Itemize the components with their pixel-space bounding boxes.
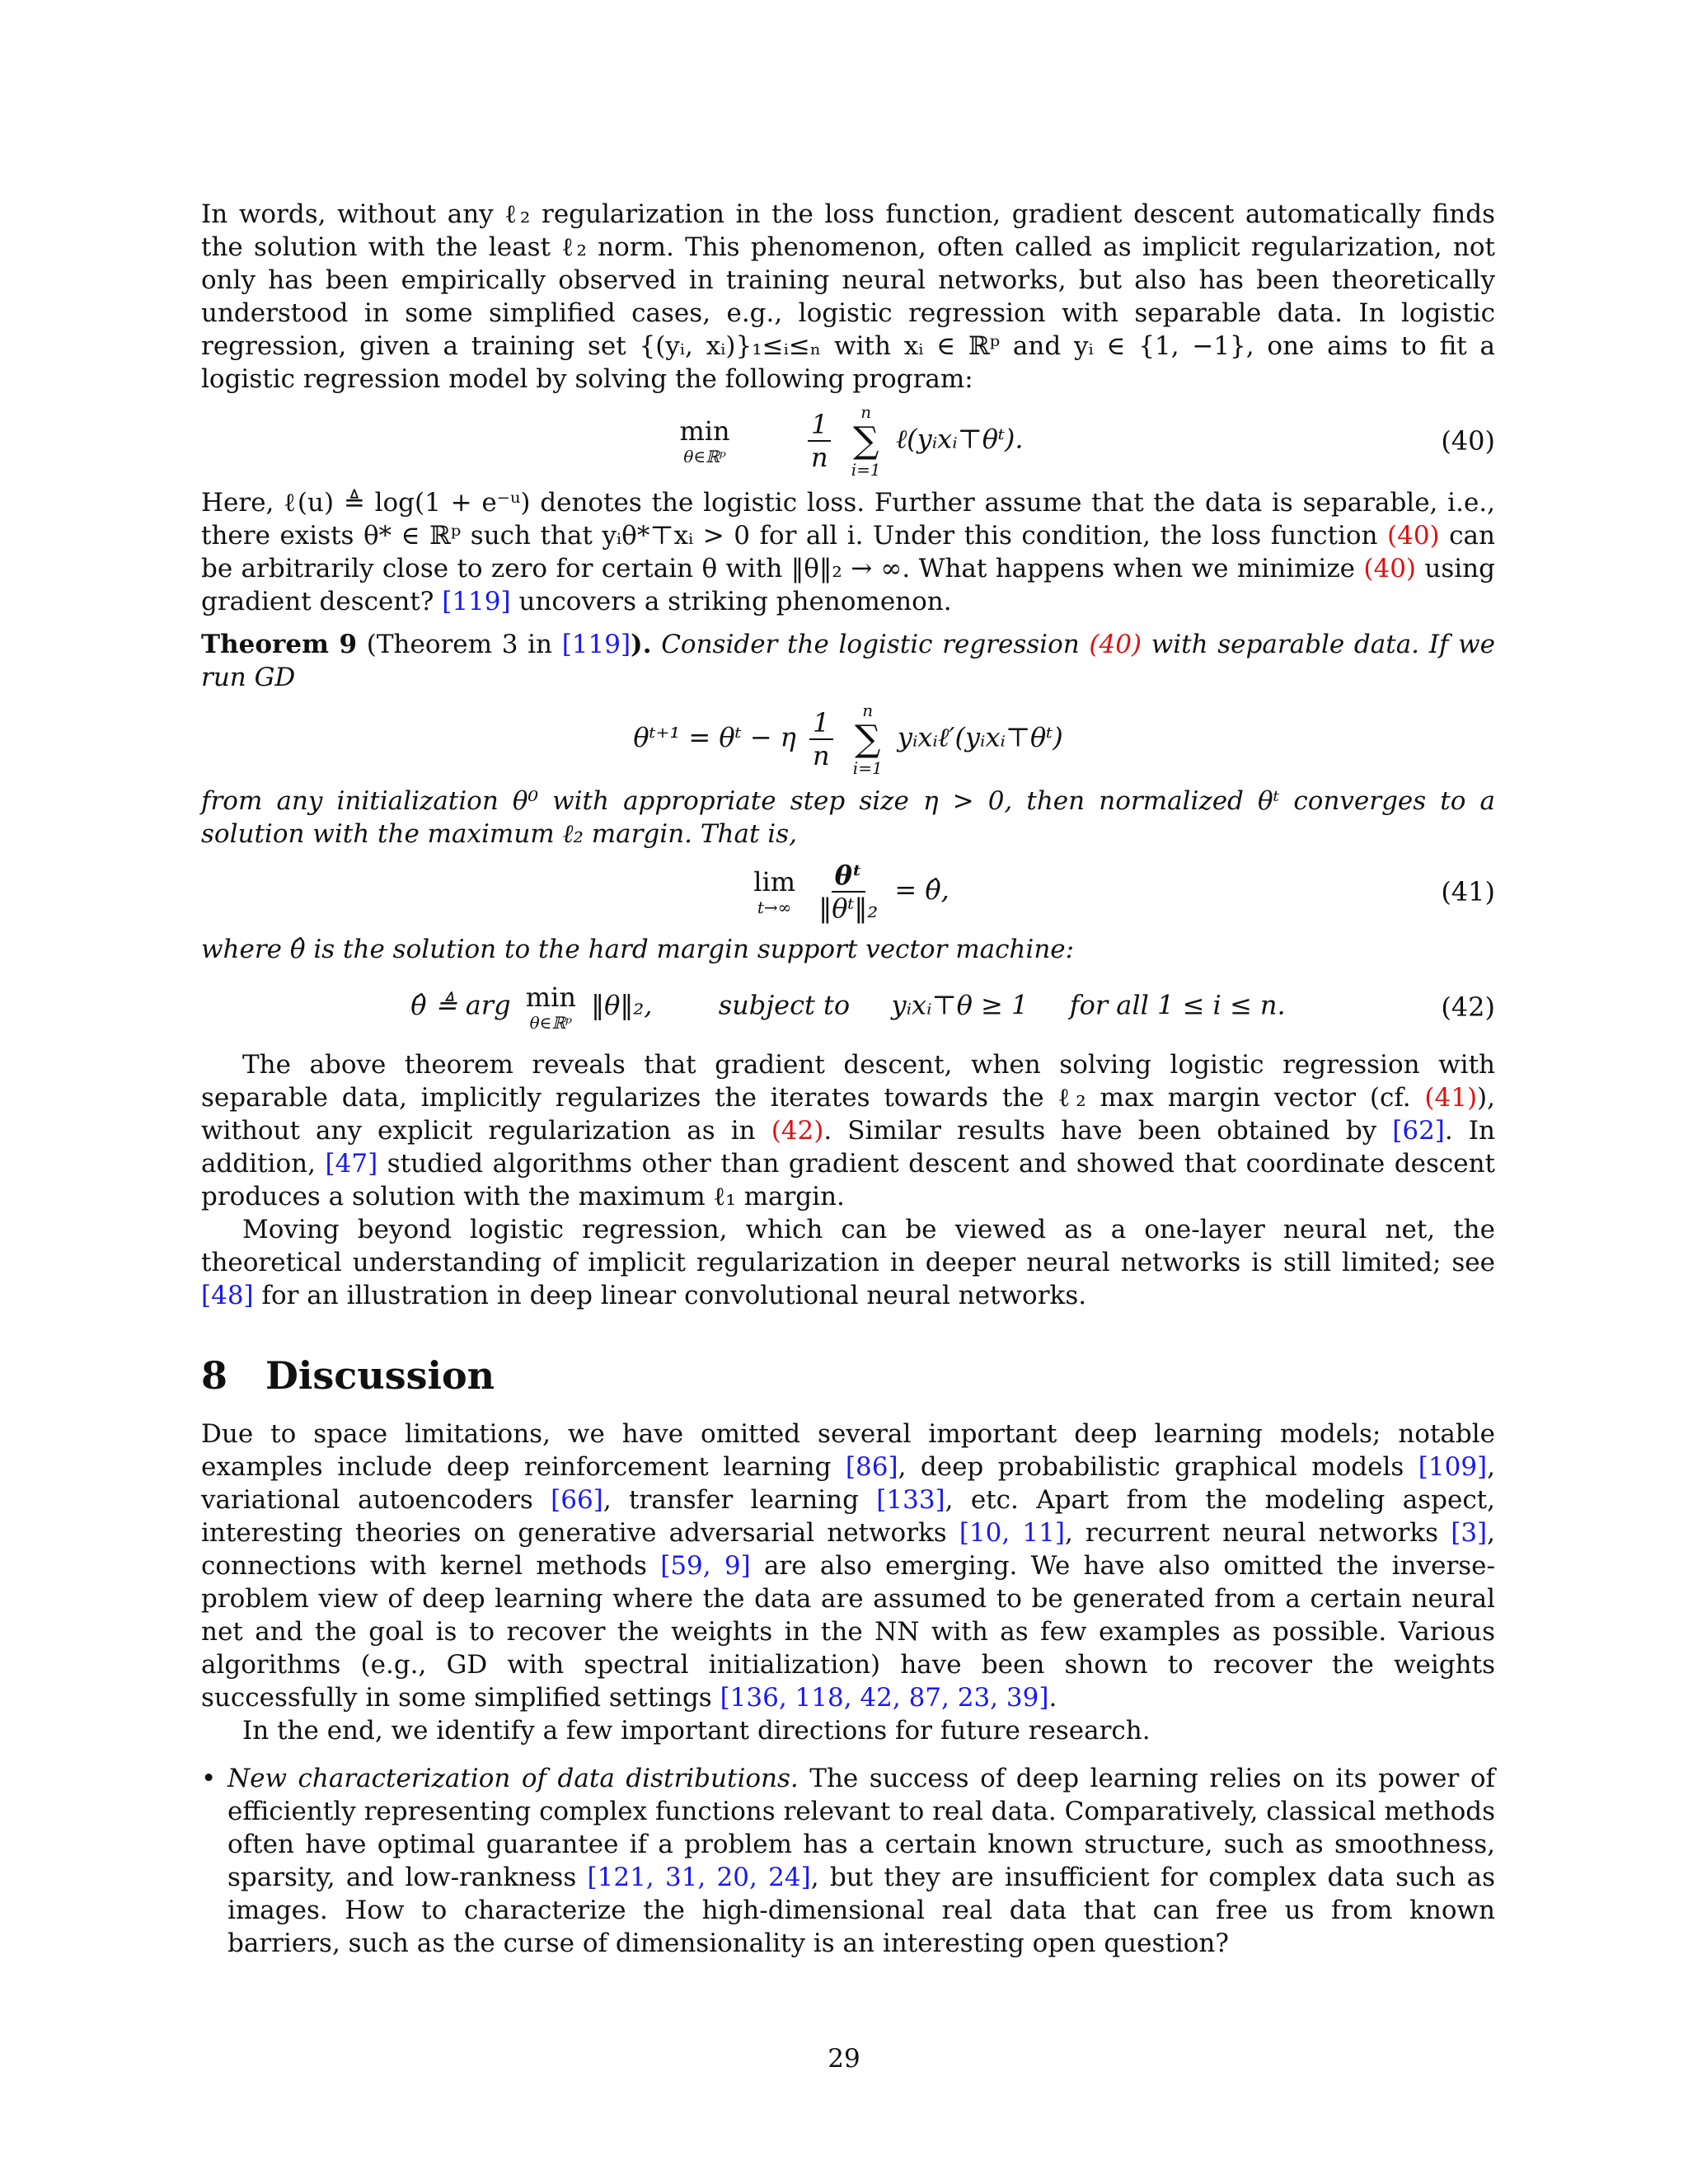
text-run: are also emerging. We have also omitted the inverse-problem view of deep learning where the data are assumed to be generated from a certain neural net and the goal is to recover the weights in the NN with as few examples as possible. Various algorithms (e.g., GD with spectral initialization) have been shown to recover the weights successfully in some simplified settings: [201, 1551, 1495, 1713]
eq40-subscript: θ∈ℝᵖ: [683, 447, 726, 466]
theorem-9: [201, 628, 1495, 694]
equation-40: [201, 396, 1495, 486]
citation-link[interactable]: [86]: [845, 1452, 898, 1482]
citation-link[interactable]: [3]: [1451, 1518, 1488, 1548]
gd-frac-top: 1: [809, 707, 832, 740]
list-item: [201, 1762, 1495, 1960]
eq42-forall: for all 1 ≤ i ≤ n.: [1069, 989, 1286, 1021]
eq42-subscript: θ∈ℝᵖ: [529, 1013, 573, 1033]
equation-ref-link[interactable]: (42): [771, 1116, 824, 1146]
eq42-min: min: [525, 982, 576, 1013]
eqref-40[interactable]: (40): [1089, 630, 1142, 659]
eq40-sum-top: n: [860, 402, 872, 422]
gd-sum-bottom: i=1: [852, 758, 883, 778]
eqref-40[interactable]: (40): [1387, 521, 1440, 551]
eq40-frac-top: 1: [808, 409, 831, 442]
text-run: .: [1048, 1683, 1057, 1713]
eq41-frac-bottom: ‖θᵗ‖₂: [818, 893, 879, 924]
text-run: ), without any explicit regularization as in: [201, 1083, 1495, 1146]
bullet-icon: •: [201, 1764, 217, 1793]
future-directions-list: [201, 1762, 1495, 1960]
paragraph-theorem-discussion: [201, 1048, 1495, 1213]
eq42-subject-to: subject to: [718, 989, 851, 1021]
citation-link[interactable]: [66]: [551, 1485, 603, 1515]
section-heading: [201, 1353, 1495, 1398]
eq42-constraint: yᵢxᵢ⊤θ ≥ 1: [891, 989, 1029, 1021]
text-run: , deep probabilistic graphical models: [898, 1452, 1418, 1482]
citation-link[interactable]: [48]: [201, 1281, 254, 1310]
text-run: Moving beyond logistic regression, which can be viewed as a one-layer neural net, the theoretical understanding of implicit regularization in deeper neural networks is still limited; see: [201, 1215, 1495, 1277]
theorem-statement-b: with separable data. If we run GD: [201, 630, 1495, 692]
page-number: 29: [828, 2044, 860, 2074]
eq40-sum-bottom: i=1: [851, 460, 881, 480]
paragraph-omitted-models: [201, 1418, 1495, 1714]
eq41-lim: lim: [753, 866, 796, 898]
theorem-statement-a: Consider the logistic regression: [651, 630, 1090, 659]
eq40-body: ℓ(yᵢxᵢ⊤θᵗ).: [895, 423, 1024, 455]
citation-link[interactable]: [121, 31, 20, 24]: [587, 1863, 811, 1892]
para2-text-c: using gradient descent?: [201, 554, 1495, 616]
section-title: Discussion: [265, 1353, 495, 1398]
citation-link[interactable]: [10, 11]: [959, 1518, 1065, 1548]
text-run: , etc. Apart from the modeling aspect, interesting theories on generative adversarial networks: [201, 1485, 1495, 1548]
citation-link[interactable]: [109]: [1418, 1452, 1488, 1482]
text-run: The success of deep learning relies on its power of efficiently representing complex functions relevant to real data. Comparatively, classical methods often have optimal guarantee if a problem has a certain known structure, such as smoothness, sparsity, and low-rankness: [227, 1764, 1495, 1892]
theorem-heading: Theorem 9: [201, 630, 358, 659]
theorem-continuation: from any initialization θ⁰ with appropriate step size η > 0, then normalized θᵗ converges to a solution with the maximum ℓ₂ margin. That is,: [201, 786, 1495, 849]
citation-link[interactable]: [136, 118, 42, 87, 23, 39]: [720, 1683, 1049, 1713]
eq42-lhs: θ̂ ≜ arg: [410, 989, 511, 1021]
eq40-frac-bottom: n: [810, 442, 828, 473]
equation-number-42: (42): [1441, 991, 1495, 1023]
text-run: . In addition,: [201, 1116, 1496, 1179]
summation-symbol: ∑: [853, 419, 879, 462]
section-number: 8: [201, 1353, 228, 1398]
text-run: Due to space limitations, we have omitted several important deep learning models; notable examples include deep reinforcement learning: [201, 1419, 1495, 1482]
paper-page: [201, 198, 1495, 1960]
eq42-body: ‖θ‖₂,: [591, 989, 653, 1021]
text-run: , transfer learning: [603, 1485, 877, 1515]
citation-link[interactable]: [133]: [876, 1485, 945, 1515]
text-run: , recurrent neural networks: [1064, 1518, 1451, 1548]
citation-link[interactable]: [47]: [325, 1149, 378, 1179]
text-run: , but they are insufficient for complex data such as images. How to characterize the high-dimensional real data that can free us from known barriers, such as the curse of dimensionality is an interesting open question?: [227, 1863, 1495, 1958]
equation-41: [201, 851, 1495, 933]
citation-link[interactable]: [62]: [1392, 1116, 1445, 1146]
text-run: . Similar results have been obtained by: [823, 1116, 1393, 1146]
theorem-paren-b: ).: [631, 630, 652, 659]
citation-119[interactable]: [119]: [442, 587, 511, 616]
equation-ref-link[interactable]: (41): [1424, 1083, 1478, 1113]
bullet-text: [227, 1764, 1495, 1958]
theorem-where: where θ̂ is the solution to the hard margin support vector machine:: [201, 935, 1075, 964]
text-run: for an illustration in deep linear convolutional neural networks.: [253, 1281, 1087, 1310]
eq40-min: min: [679, 415, 730, 447]
equation-number-41: (41): [1441, 876, 1495, 907]
citation-link[interactable]: [59, 9]: [660, 1551, 751, 1581]
text-run: , connections with kernel methods: [201, 1518, 1495, 1581]
paragraph-implicit-regularization: In words, without any ℓ₂ regularization in the loss function, gradient descent automatically finds the solution with the least ℓ₂ norm. This phenomenon, often called as implicit regularization, not only has been empirically observed in training neural networks, but also has been theoretically understood in some simplified cases, e.g., logistic regression with separable data. In logistic regression, given a training set {(yᵢ, xᵢ)}₁≤ᵢ≤ₙ with xᵢ ∈ ℝᵖ and yᵢ ∈ {1, −1}, one aims to fit a logistic regression model by solving the following program:: [201, 199, 1495, 394]
citation-119[interactable]: [119]: [561, 630, 631, 659]
para2-text-b: can be arbitrarily close to zero for certain θ with ‖θ‖₂ → ∞. What happens when we minimize: [201, 521, 1495, 583]
equation-42: [201, 966, 1495, 1048]
summation-symbol: ∑: [855, 718, 881, 760]
gd-frac-bottom: n: [813, 740, 830, 771]
equation-gradient-descent: [201, 694, 1495, 785]
eq41-frac-top: θᵗ: [832, 860, 865, 893]
bullet-heading: New characterization of data distributions.: [227, 1764, 799, 1793]
gd-body: yᵢxᵢℓ′(yᵢxᵢ⊤θᵗ): [897, 721, 1063, 753]
eqref-40[interactable]: (40): [1363, 554, 1417, 583]
text-run: The above theorem reveals that gradient descent, when solving logistic regression with separable data, implicitly regularizes the iterates towards the ℓ₂ max margin vector (cf.: [201, 1050, 1495, 1113]
gd-sum-top: n: [862, 701, 874, 720]
text-run: studied algorithms other than gradient descent and showed that coordinate descent produces a solution with the maximum ℓ₁ margin.: [201, 1149, 1495, 1212]
para2-text-a: Here, ℓ(u) ≜ log(1 + e⁻ᵘ) denotes the logistic loss. Further assume that the data is separable, i.e., there exists θ* ∈ ℝᵖ such that yᵢθ*⊤xᵢ > 0 for all i. Under this condition, the loss function: [201, 488, 1495, 551]
gd-lhs: θᵗ⁺¹ = θᵗ − η: [633, 721, 796, 753]
text-run: , variational autoencoders: [201, 1452, 1495, 1515]
para2-text-d: uncovers a striking phenomenon.: [510, 587, 952, 616]
theorem-paren-a: (Theorem 3 in: [357, 630, 562, 659]
eq41-subscript: t→∞: [757, 898, 792, 917]
paragraph-beyond-logistic: [201, 1213, 1495, 1312]
paragraph-logistic-loss: [201, 486, 1495, 618]
equation-number-40: (40): [1441, 425, 1495, 457]
eq41-body: = θ̂,: [894, 874, 950, 906]
paragraph-future-directions: In the end, we identify a few important directions for future research.: [242, 1716, 1151, 1746]
